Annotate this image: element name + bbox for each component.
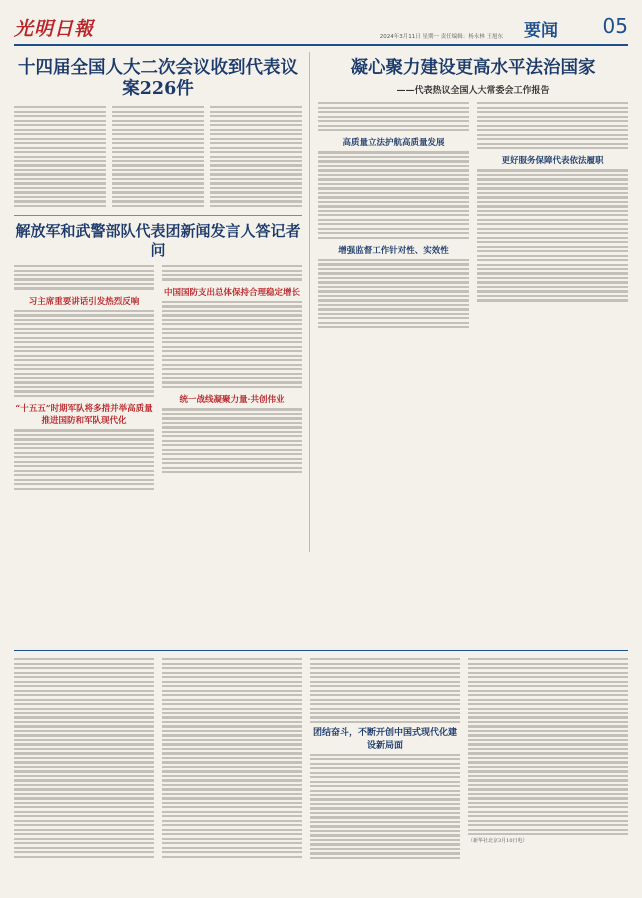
article-headline-pla: 解放军和武警部队代表团新闻发言人答记者问 <box>15 222 301 260</box>
issue-meta: 2024年3月11日 星期一 责任编辑：杨永林 王旭东 <box>379 34 503 40</box>
article-body-rule-of-law <box>318 100 628 331</box>
article-headline-rule-of-law: 凝心聚力建设更高水平法治国家 <box>350 58 596 78</box>
section-title: 更好服务保障代表依法履职 <box>501 156 604 167</box>
bottom-rule <box>14 650 628 651</box>
newspaper-logo: 光明日報 <box>14 18 95 40</box>
column-divider <box>309 52 310 552</box>
section-title: 高质量立法护航高质量发展 <box>342 138 445 149</box>
section-label: 要闻 <box>524 21 558 41</box>
article-subhead: ——代表热议全国人大常委会工作报告 <box>396 86 550 96</box>
article-body-pla <box>14 263 302 492</box>
left-column <box>14 52 302 492</box>
article-headline-bills: 十四届全国人大二次会议收到代表议案226件 <box>18 58 298 99</box>
section-title: 习主席重要讲话引发热烈反响 <box>28 296 140 307</box>
divider <box>14 215 302 216</box>
article-body-bills <box>14 104 302 209</box>
bottom-section <box>14 656 628 886</box>
right-column <box>318 52 628 331</box>
masthead <box>14 14 628 42</box>
section-title: 中国国防支出总体保持合理稳定增长 <box>163 287 300 298</box>
section-title: 统一战线凝聚力量·共创伟业 <box>179 395 285 406</box>
article-headline-unity: 团结奋斗，不断开创中国式现代化建设新局面 <box>312 728 457 752</box>
byline: （新华社北京3月10日电） <box>468 837 528 844</box>
section-title: “十五五”时期军队将多措并举高质量推进国防和军队现代化 <box>15 404 153 427</box>
section-title: 增强监督工作针对性、实效性 <box>338 245 449 256</box>
masthead-rule <box>14 44 628 46</box>
page-number: 05 <box>602 14 628 38</box>
